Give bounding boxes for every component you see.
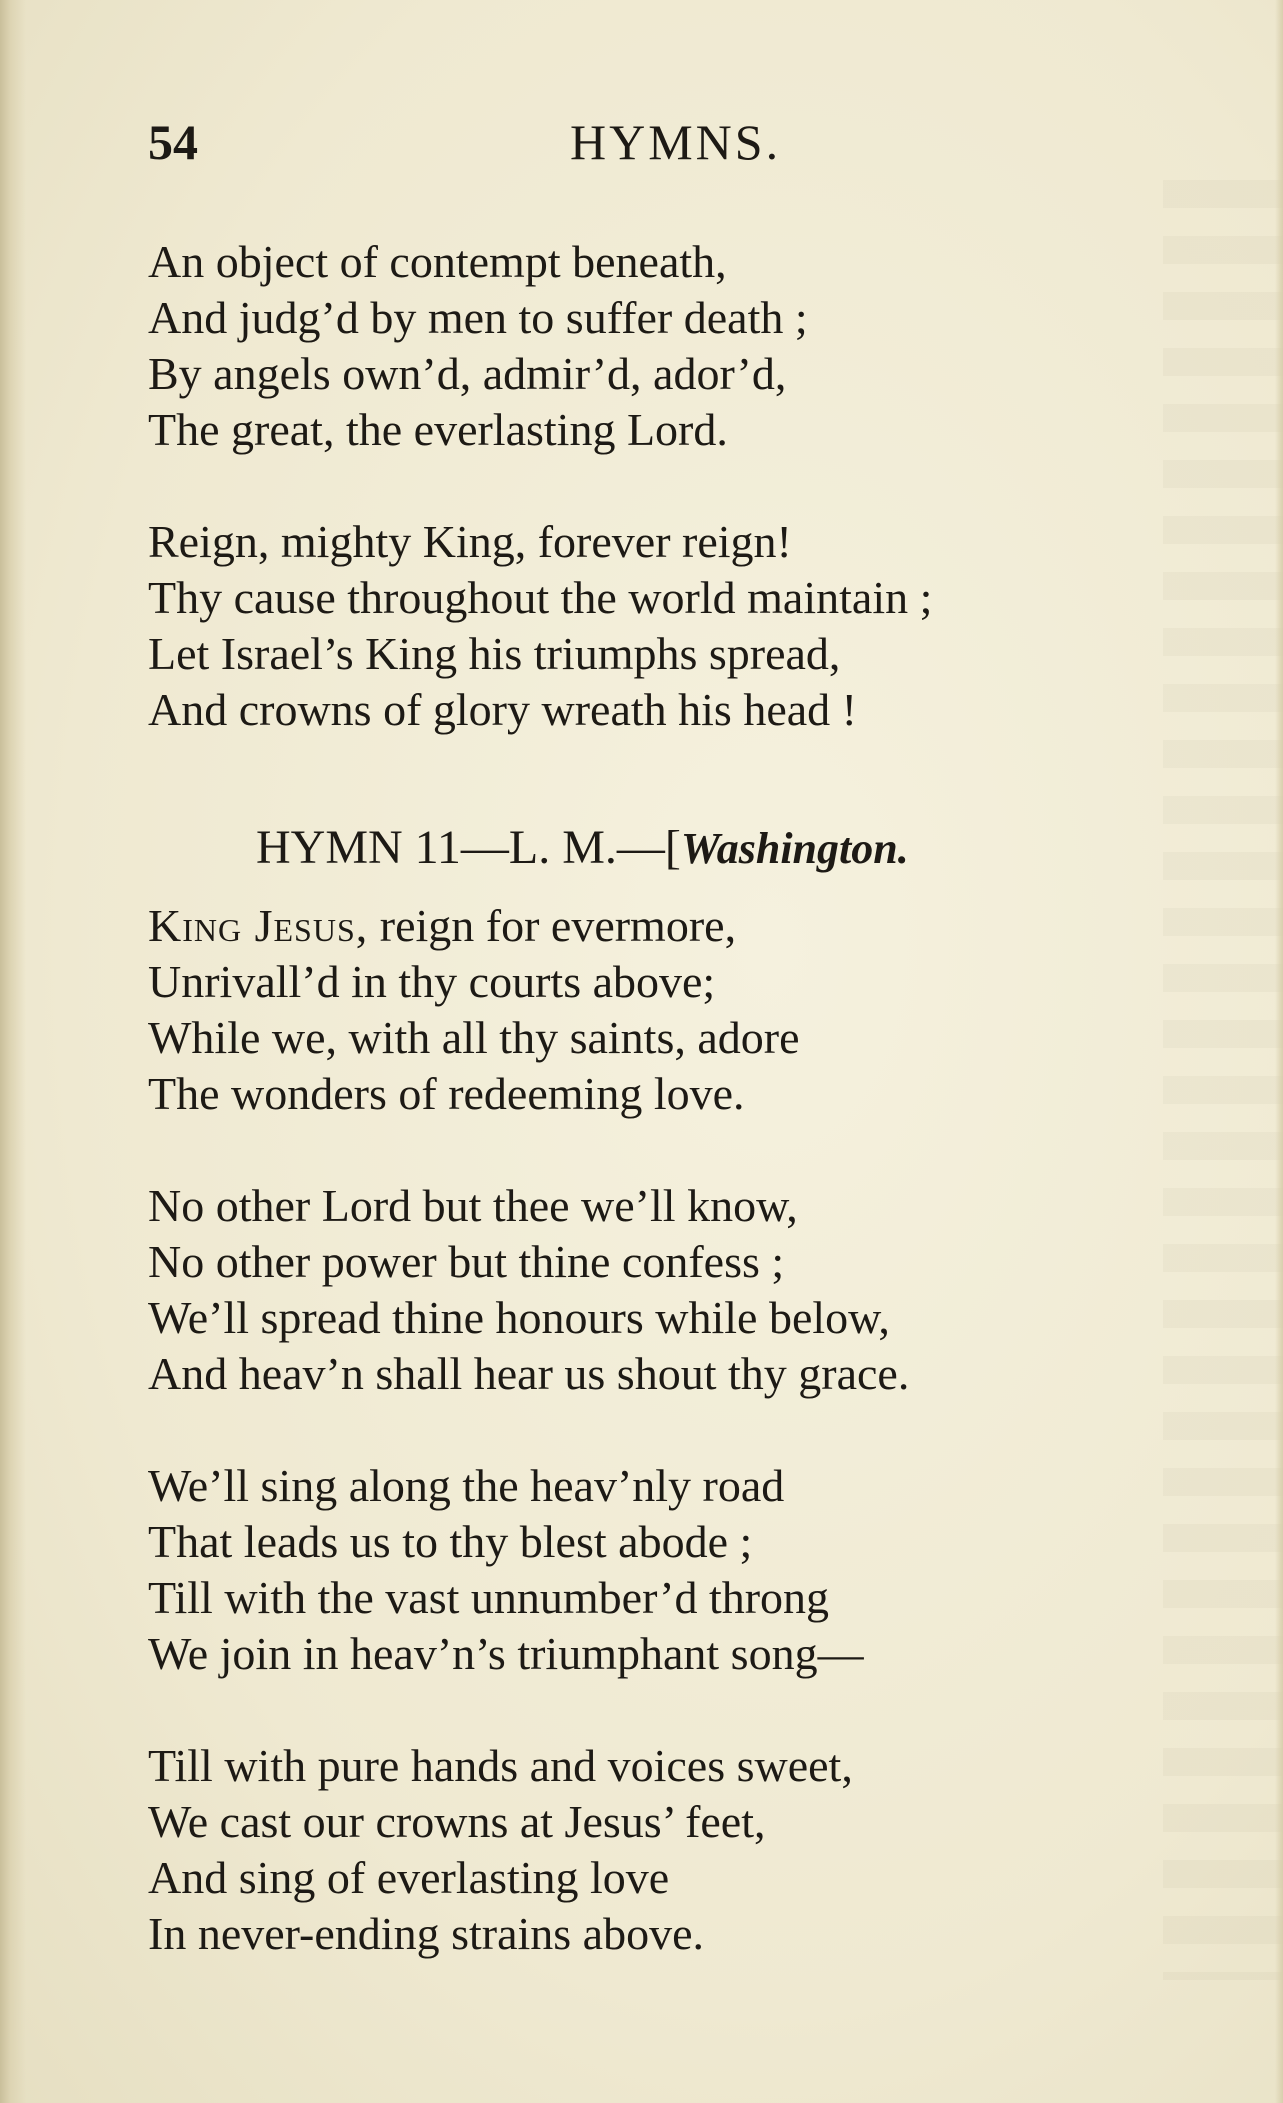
verse-line: An object of contempt beneath, <box>148 236 727 287</box>
verse-line: Unrivall’d in thy courts above; <box>148 956 716 1007</box>
stanza-continued-1 <box>148 234 808 458</box>
verse-line: No other Lord but thee we’ll know, <box>148 1180 798 1231</box>
page-right-edge <box>1275 0 1283 2103</box>
page-binding-shadow <box>0 0 26 2103</box>
verse-line: And sing of everlasting love <box>148 1852 670 1903</box>
hymn-stanza-1 <box>148 898 800 1122</box>
verse-line: By angels own’d, admir’d, ador’d, <box>148 348 787 399</box>
verse-line: And heav’n shall hear us shout thy grace. <box>148 1348 910 1399</box>
verse-line: In never-ending strains above. <box>148 1908 704 1959</box>
verse-line: We cast our crowns at Jesus’ feet, <box>148 1796 766 1847</box>
running-head-title: HYMNS. <box>570 114 782 170</box>
verse-line: The wonders of redeeming love. <box>148 1068 745 1119</box>
hymn-title: HYMN 11—L. M.—[ <box>256 821 681 874</box>
hymn-stanza-3 <box>148 1458 864 1682</box>
stanza-continued-2 <box>148 514 932 738</box>
verse-line: Till with pure hands and voices sweet, <box>148 1740 853 1791</box>
verse-line: And judg’d by men to suffer death ; <box>148 292 808 343</box>
facing-page-show-through <box>1163 180 1283 1980</box>
verse-line: Thy cause throughout the world maintain ; <box>148 572 933 623</box>
verse-line: The great, the everlasting Lord. <box>148 404 728 455</box>
verse-line: While we, with all thy saints, adore <box>148 1012 800 1063</box>
verse-line: And crowns of glory wreath his head ! <box>148 684 857 735</box>
verse-line: Let Israel’s King his triumphs spread, <box>148 628 841 679</box>
hymn-heading <box>256 818 909 879</box>
verse-line: Reign, mighty King, forever reign! <box>148 516 792 567</box>
page-number: 54 <box>148 114 198 170</box>
verse-line: We join in heav’n’s triumphant song— <box>148 1628 864 1679</box>
running-header <box>148 112 828 172</box>
verse-line: That leads us to thy blest abode ; <box>148 1516 753 1567</box>
verse-line: We’ll sing along the heav’nly road <box>148 1460 785 1511</box>
hymn-stanza-2 <box>148 1178 909 1402</box>
verse-line: We’ll spread thine honours while below, <box>148 1292 890 1343</box>
hymn-stanza-4 <box>148 1738 853 1962</box>
hymn-tune-name: Washington. <box>680 824 909 873</box>
verse-line <box>148 898 800 954</box>
verse-opening-words: King Jesus, <box>148 900 369 951</box>
verse-line-rest: reign for evermore, <box>368 900 737 951</box>
verse-line: No other power but thine confess ; <box>148 1236 785 1287</box>
verse-line: Till with the vast unnumber’d throng <box>148 1572 830 1623</box>
